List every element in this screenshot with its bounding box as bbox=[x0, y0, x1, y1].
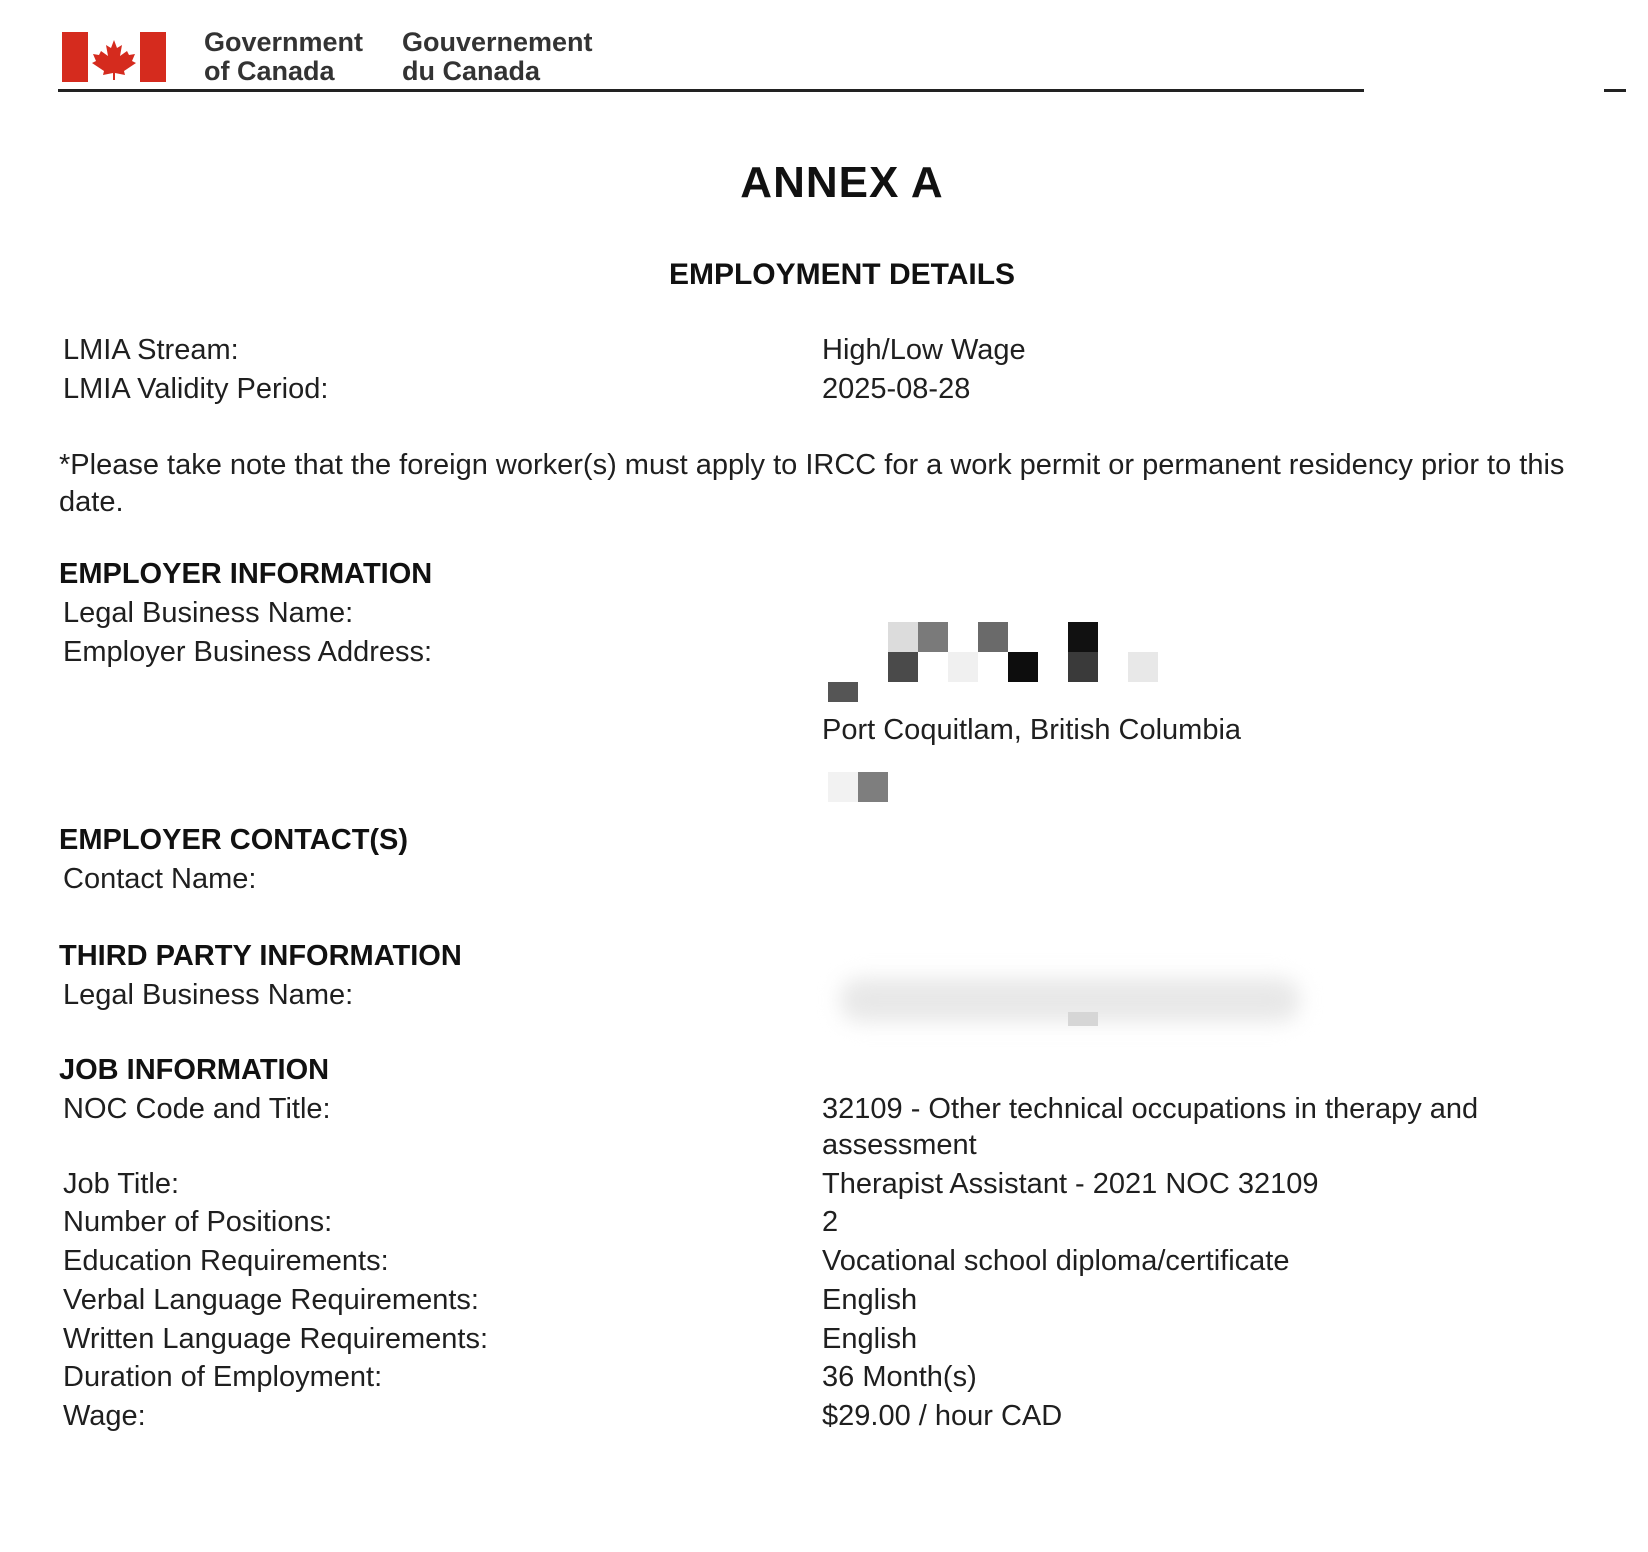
lmia-stream-value: High/Low Wage bbox=[822, 334, 1026, 366]
job-title-value: Therapist Assistant - 2021 NOC 32109 bbox=[822, 1168, 1319, 1200]
positions-label: Number of Positions: bbox=[63, 1206, 333, 1238]
positions-value: 2 bbox=[822, 1206, 839, 1238]
gov-en-line1: Government bbox=[204, 27, 364, 57]
verbal-language-value: English bbox=[822, 1284, 918, 1316]
page-title: ANNEX A bbox=[740, 158, 944, 207]
gouvernement-du-canada-text bbox=[402, 28, 593, 86]
written-language-label: Written Language Requirements: bbox=[63, 1323, 489, 1355]
noc-label: NOC Code and Title: bbox=[63, 1093, 331, 1125]
job-information-heading: JOB INFORMATION bbox=[59, 1054, 330, 1086]
verbal-language-label: Verbal Language Requirements: bbox=[63, 1284, 479, 1316]
employer-address-city: Port Coquitlam, British Columbia bbox=[822, 714, 1242, 746]
header-divider bbox=[58, 89, 1364, 92]
gov-fr-line1: Gouvernement bbox=[402, 27, 593, 57]
lmia-validity-label: LMIA Validity Period: bbox=[63, 373, 329, 405]
employer-information-heading: EMPLOYER INFORMATION bbox=[59, 558, 433, 590]
page-subtitle: EMPLOYMENT DETAILS bbox=[668, 258, 1016, 291]
third-party-legal-name-label: Legal Business Name: bbox=[63, 979, 354, 1011]
written-language-value: English bbox=[822, 1323, 918, 1355]
header-divider-right bbox=[1604, 89, 1626, 92]
lmia-stream-label: LMIA Stream: bbox=[63, 334, 239, 366]
wage-value: $29.00 / hour CAD bbox=[822, 1400, 1063, 1432]
gov-en-line2: of Canada bbox=[204, 56, 335, 86]
job-title-label: Job Title: bbox=[63, 1168, 180, 1200]
employer-contacts-heading: EMPLOYER CONTACT(S) bbox=[59, 824, 409, 856]
ircc-note: *Please take note that the foreign worker(s) must apply to IRCC for a work permit or permanent residency prior to this date. bbox=[59, 449, 1565, 518]
wage-label: Wage: bbox=[63, 1400, 146, 1432]
education-label: Education Requirements: bbox=[63, 1245, 389, 1277]
duration-label: Duration of Employment: bbox=[63, 1361, 383, 1393]
education-value: Vocational school diploma/certificate bbox=[822, 1245, 1290, 1277]
duration-value: 36 Month(s) bbox=[822, 1361, 977, 1393]
canada-flag-icon bbox=[62, 32, 166, 82]
contact-name-label: Contact Name: bbox=[63, 863, 257, 895]
employer-address-label: Employer Business Address: bbox=[63, 636, 433, 668]
lmia-validity-value: 2025-08-28 bbox=[822, 373, 971, 405]
employer-legal-name-label: Legal Business Name: bbox=[63, 597, 354, 629]
gov-fr-line2: du Canada bbox=[402, 56, 541, 86]
third-party-heading: THIRD PARTY INFORMATION bbox=[59, 940, 462, 972]
government-of-canada-text bbox=[204, 28, 363, 86]
noc-value: 32109 - Other technical occupations in therapy and assessment bbox=[822, 1093, 1479, 1161]
